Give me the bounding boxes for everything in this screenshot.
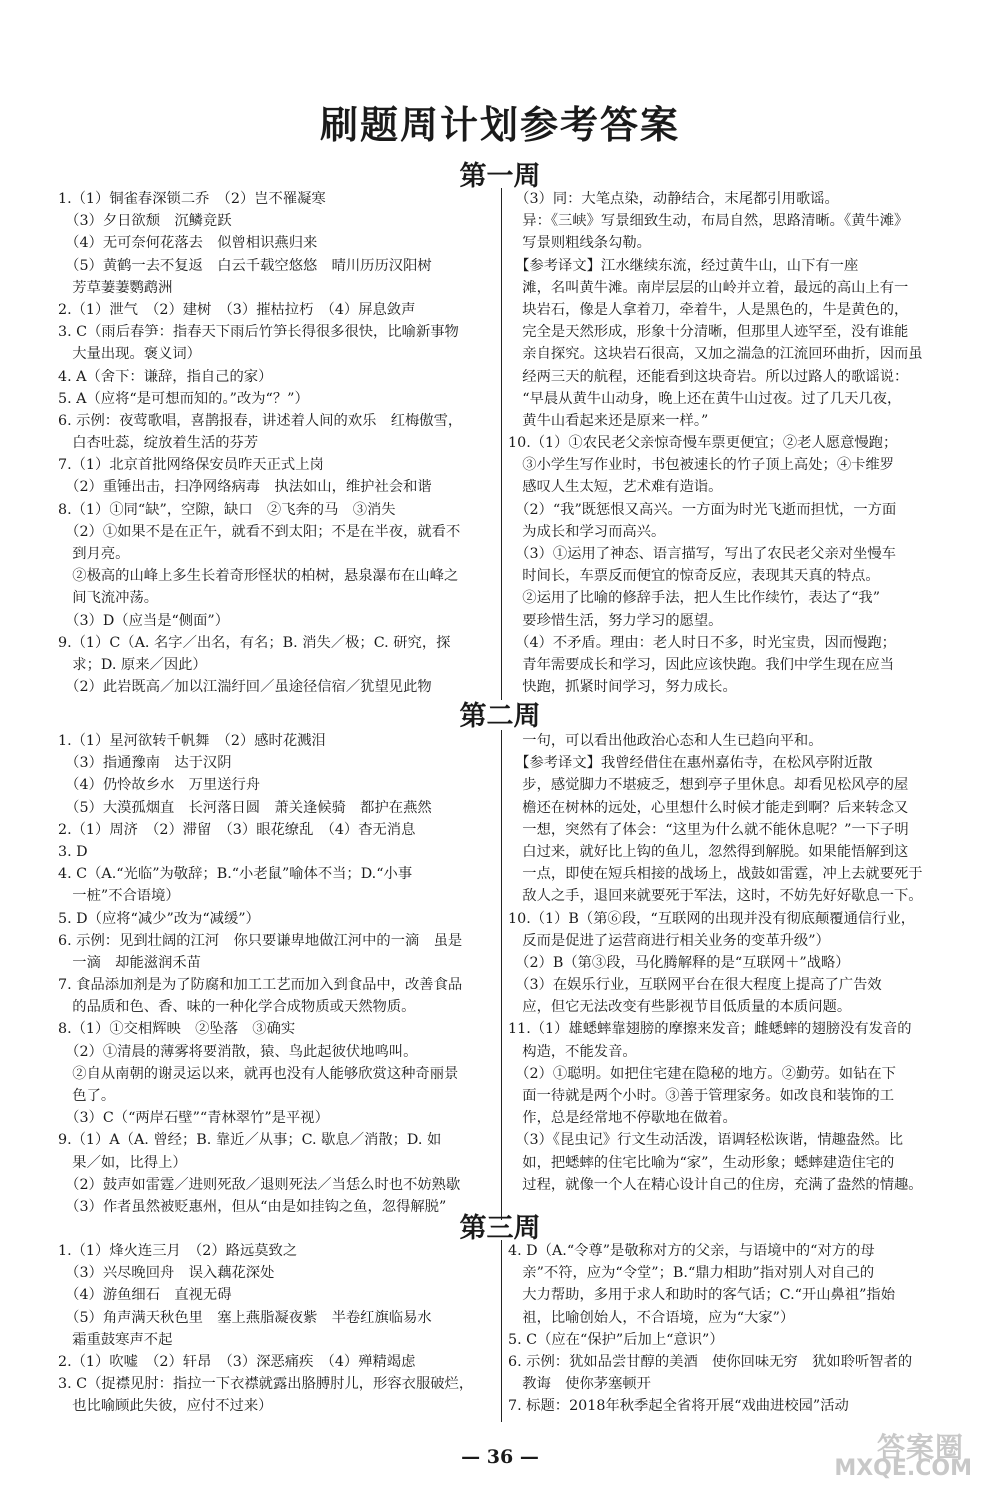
left-column	[58, 730, 490, 1218]
column-divider	[501, 1240, 502, 1422]
answer-line: （4）游鱼细石 直视无碍	[58, 1287, 232, 1304]
answer-line: （2）重锤出击，扫净网络病毒 执法如山，维护社会和谐	[58, 479, 432, 496]
right-column	[508, 188, 944, 698]
answer-line: ③小学生写作业时，书包被速长的竹子顶上高处；④卡维罗	[508, 457, 895, 474]
right-column	[508, 1240, 944, 1418]
answer-line: 1.（1）烽火连三月 （2）路远莫致之	[58, 1243, 298, 1259]
right-column	[508, 730, 944, 1196]
answer-line: （3）指通豫南 达于汉阴	[58, 755, 232, 772]
answer-line: 8.（1）①交相辉映 ②坠落 ③确实	[58, 1021, 296, 1038]
answer-line: 求；D. 原来／因此）	[58, 656, 207, 673]
answer-line: 为成长和学习而高兴。	[508, 523, 666, 540]
answer-line: 4. A（舍下：谦辞，指自己的家）	[58, 368, 273, 385]
left-column	[58, 1240, 490, 1418]
answer-line: 5. A（应将“是可想而知的。”改为“？”）	[58, 390, 309, 407]
answer-line: 块岩石，像是人拿着刀，牵着牛，人是黑色的，牛是黄色的，	[508, 301, 909, 318]
answer-line: 亲”不符，应为“令堂”；B.“鼎力相助”指对别人对自己的	[508, 1265, 875, 1282]
answer-line: 青年需要成长和学习，因此应该快跑。我们中学生现在应当	[508, 656, 895, 673]
answer-line: 祖，比喻创始人，不合语境，应为“大家”）	[508, 1309, 795, 1326]
answer-line: 9.（1）A（A. 曾经；B. 靠近／从事；C. 歇息／消散；D. 如	[58, 1132, 442, 1149]
answer-line: 7. 标题：2018年秋季起全省将开展“戏曲进校园”活动	[508, 1398, 849, 1415]
answer-line: 敌人之手，退回来就要死于军法，这时，不妨先好好歇息一下。	[508, 888, 923, 905]
answer-line: （3）D（应当是“侧面”）	[58, 612, 229, 629]
answer-line: （5）角声满天秋色里 塞上燕脂凝夜紫 半卷红旗临易水	[58, 1309, 432, 1326]
answer-line: （3）①运用了神态、语言描写，写出了农民老父亲对坐慢车	[508, 546, 896, 562]
left-column	[58, 188, 490, 698]
answer-line: 面一待就是两个小时。③善于管理家务。如改良和装饰的工	[508, 1088, 895, 1104]
answer-line: 2.（1）周济 （2）滞留 （3）眼花缭乱 （4）杳无消息	[58, 821, 416, 838]
answer-line: （2）B（第③段，马化腾解释的是“互联网＋”战略）	[508, 954, 850, 971]
watermark-logo: 答案圈	[876, 1431, 964, 1464]
answer-line: 8.（1）①同“缺”，空隙，缺口 ②飞奔的马 ③消失	[58, 501, 396, 518]
page-title: 刷题周计划参考答案	[319, 102, 680, 147]
answer-line: （2）鼓声如雷霆／进则死敌／退则死法／当恁么时也不妨熟歇	[58, 1176, 461, 1193]
answer-line: 作，总是经常地不停歇地在做着。	[508, 1110, 737, 1127]
answer-line: 步，感觉脚力不堪疲乏，想到亭子里休息。却看见松风亭的屋	[508, 777, 909, 794]
answer-line: ②极高的山峰上多生长着奇形怪状的柏树，悬泉瀑布在山峰之	[58, 568, 459, 585]
answer-line: 如，把蟋蟀的住宅比喻为“家”，生动形象；蟋蟀建造住宅的	[508, 1154, 895, 1171]
answer-line: 快跑，抓紧时间学习，努力成长。	[508, 679, 737, 696]
answer-line: （2）此岩既高／加以江湍纡回／虽途径信宿／犹望见此物	[58, 679, 432, 696]
answer-line: 7. 食品添加剂是为了防腐和加工工艺而加入到食品中，改善食品	[58, 977, 463, 994]
answer-line: “早晨从黄牛山动身，晚上还在黄牛山过夜。过了几天几夜，	[508, 390, 902, 407]
answer-line: 芳草萋萋鹦鹉洲	[58, 279, 173, 296]
answer-line: （3）在娱乐行业，互联网平台在很大程度上提高了广告效	[508, 977, 882, 994]
answer-line: （3）夕日欲颓 沉鳞竞跃	[58, 213, 232, 230]
answer-line: 4. C（A.“光临”为敬辞；B.“小老鼠”喻体不当；D.“小事	[58, 866, 413, 883]
answer-line: 构造，不能发音。	[508, 1043, 637, 1060]
answer-line: （2）“我”既惩恨又高兴。一方面为时光飞逝而担忧，一方面	[508, 501, 897, 518]
answer-line: 1.（1）铜雀春深锁二乔 （2）岂不罹凝寒	[58, 191, 326, 207]
answer-line: 大力帮助，多用于求人和助时的客气话；C.“开山鼻祖”指始	[508, 1287, 896, 1304]
answer-line: 一滴 却能滋润禾苗	[58, 954, 201, 971]
answer-line: 9.（1）C（A. 名字／出名，有名；B. 消失／极；C. 研究，探	[58, 634, 451, 651]
week-2-section	[58, 730, 944, 1220]
answer-line: 【参考译文】我曾经借住在惠州嘉佑寺，在松风亭附近散	[508, 755, 873, 772]
answer-line: 3. C（雨后春笋：指春天下雨后竹笋长得很多很快，比喻新事物	[58, 324, 459, 341]
page-number: — 36 —	[461, 1446, 539, 1468]
answer-line: 也比喻顾此失彼，应付不过来）	[58, 1398, 273, 1415]
answer-line: ②自从南朝的谢灵运以来，就再也没有人能够欣赏这种奇丽景	[58, 1065, 459, 1082]
answer-line: 写景则粗线条勾勒。	[508, 235, 651, 252]
answer-line: 反而是促进了运营商进行相关业务的变革升级”）	[508, 932, 830, 949]
answer-line: 色了。	[58, 1088, 116, 1104]
answer-line: 6. 示例：犹如品尝甘醇的美酒 使你回味无穷 犹如聆听智者的	[508, 1353, 913, 1370]
answer-line: 4. D（A.“令尊”是敬称对方的父亲，与语境中的“对方的母	[508, 1243, 875, 1259]
answer-line: （3）C（“两岸石壁”“青林翠竹”是平视）	[58, 1110, 329, 1127]
answer-line: 一点，即使在短兵相接的战场上，战鼓如雷霆，冲上去就要死于	[508, 866, 923, 883]
answer-line: （5）大漠孤烟直 长河落日圆 萧关逢候骑 都护在燕然	[58, 799, 432, 816]
answer-line: （2）①如果不是在正午，就看不到太阳；不是在半夜，就看不	[58, 523, 461, 540]
answer-line: 白杏吐蕊，绽放着生活的芬芳	[58, 435, 259, 452]
answer-line: 3. D	[58, 843, 88, 860]
answer-line: 的品质和色、香、味的一种化学合成物质或天然物质。	[58, 999, 416, 1016]
week-1-heading: 第一周	[459, 161, 541, 192]
answer-line: （5）黄鹤一去不复返 白云千载空悠悠 晴川历历汉阳树	[58, 257, 432, 274]
answer-line: 到月亮。	[58, 546, 130, 562]
answer-line: 6. 示例：见到壮阔的江河 你只要谦卑地做江河中的一滴 虽是	[58, 932, 463, 949]
answer-line: 时间长，车票反而便宜的惊奇反应，表现其天真的特点。	[508, 568, 880, 585]
answer-line: 果／如，比得上）	[58, 1154, 187, 1171]
answer-line: 2.（1）泄气 （2）建树 （3）摧枯拉朽 （4）屏息敛声	[58, 301, 416, 318]
answer-line: 6. 示例：夜莺歌唱，喜鹊报春，讲述着人间的欢乐 红梅傲雪，	[58, 412, 463, 429]
answer-line: 过程，就像一个人在精心设计自己的住房，充满了盎然的情趣。	[508, 1176, 923, 1193]
answer-line: 2.（1）吹嘘 （2）轩昂 （3）深恶痛疾 （4）殚精竭虑	[58, 1353, 416, 1370]
answer-line: 感叹人生太短，艺术难有造诣。	[508, 479, 723, 496]
week-2-heading: 第二周	[459, 701, 541, 732]
answer-line: 间飞流冲荡。	[58, 590, 159, 607]
week-3-heading: 第三周	[459, 1213, 541, 1244]
answer-line: （4）不矛盾。理由：老人时日不多，时光宝贵，因而慢跑；	[508, 634, 896, 651]
week-3-section	[58, 1240, 944, 1422]
answer-line: （2）①清晨的薄雾将要消散，猿、鸟此起彼伏地鸣叫。	[58, 1043, 418, 1060]
answer-line: 一句，可以看出他政治心态和人生已趋向平和。	[508, 733, 823, 749]
answer-line: 经两三天的航程，还能看到这块奇岩。所以过路人的歌谣说：	[508, 368, 909, 385]
answer-line: 教诲 使你茅塞顿开	[508, 1376, 651, 1393]
answer-line: （2）①聪明。如把住宅建在隐秘的地方。②勤劳。如钻在下	[508, 1065, 896, 1082]
answer-line: 异：《三峡》写景细致生动，布局自然，思路清晰。《黄牛滩》	[508, 213, 909, 230]
answer-line: 亲自探究。这块岩石很高，又加之湍急的江流回环曲折，因而虽	[508, 346, 923, 363]
answer-line: 檐还在树林的远处，心里想什么时候才能走到啊？后来转念又	[508, 799, 909, 816]
answer-line: 【参考译文】江水继续东流，经过黄牛山，山下有一座	[508, 257, 859, 274]
answer-line: （3）兴尽晚回舟 误入藕花深处	[58, 1265, 275, 1282]
answer-line: 黄牛山看起来还是原来一样。”	[508, 412, 709, 429]
answer-line: 5. C（应在“保护”后加上“意识”）	[508, 1331, 724, 1348]
answer-line: 3. C（捉襟见肘：指拉一下衣襟就露出胳膊肘儿，形容衣服破烂，	[58, 1376, 474, 1393]
answer-line: 一桩”不合语境）	[58, 888, 180, 905]
answer-line: 10.（1）①农民老父亲惊奇慢车票更便宜；②老人愿意慢跑；	[508, 435, 898, 452]
answer-line: 1.（1）星河欲转千帆舞 （2）感时花溅泪	[58, 733, 326, 749]
answer-line: 应，但它无法改变有些影视节目低质量的本质问题。	[508, 999, 852, 1016]
answer-line: （3）《昆虫记》行文生动活泼，语调轻松诙谐，情趣盎然。比	[508, 1132, 904, 1149]
week-1-section	[58, 188, 944, 700]
answer-line: 白过来，就好比上钩的鱼儿，忽然得到解脱。如果能悟解到这	[508, 843, 909, 860]
answer-line: 一想，突然有了体会：“这里为什么就不能休息呢？”一下子明	[508, 821, 909, 838]
answer-line: （4）无可奈何花落去 似曾相识燕归来	[58, 235, 318, 252]
answer-line: 5. D（应将“减少”改为“减缓”）	[58, 910, 260, 927]
answer-line: （3）同：大笔点染，动静结合，末尾都引用歌谣。	[508, 191, 839, 207]
answer-line: （4）仍怜故乡水 万里送行舟	[58, 777, 261, 794]
column-divider	[501, 730, 502, 1220]
watermark-url: MXQE.COM	[834, 1456, 972, 1481]
answer-line: 10.（1）B（第⑥段，“互联网的出现并没有彻底颠覆通信行业，	[508, 910, 916, 927]
answer-line: 完全是天然形成，形象十分清晰，但那里人迹罕至，没有谁能	[508, 324, 909, 341]
answer-line: 霜重鼓寒声不起	[58, 1331, 173, 1348]
answer-line: 滩，名叫黄牛滩。南岸层层的山岭并立着，最远的高山上有一	[508, 279, 909, 296]
answer-line: （3）作者虽然被贬惠州，但从“由是如挂钩之鱼，忽得解脱”	[58, 1198, 447, 1215]
answer-line: 大量出现。褒义词）	[58, 346, 201, 363]
column-divider	[501, 188, 502, 700]
answer-line: 要珍惜生活，努力学习的愿望。	[508, 612, 723, 629]
answer-line: ②运用了比喻的修辞手法，把人生比作续竹，表达了“我”	[508, 590, 881, 607]
answer-line: 7.（1）北京首批网络保安员昨天正式上岗	[58, 457, 324, 474]
answer-line: 11.（1）雄蟋蟀靠翅膀的摩擦来发音；雌蟋蟀的翅膀没有发音的	[508, 1021, 912, 1038]
